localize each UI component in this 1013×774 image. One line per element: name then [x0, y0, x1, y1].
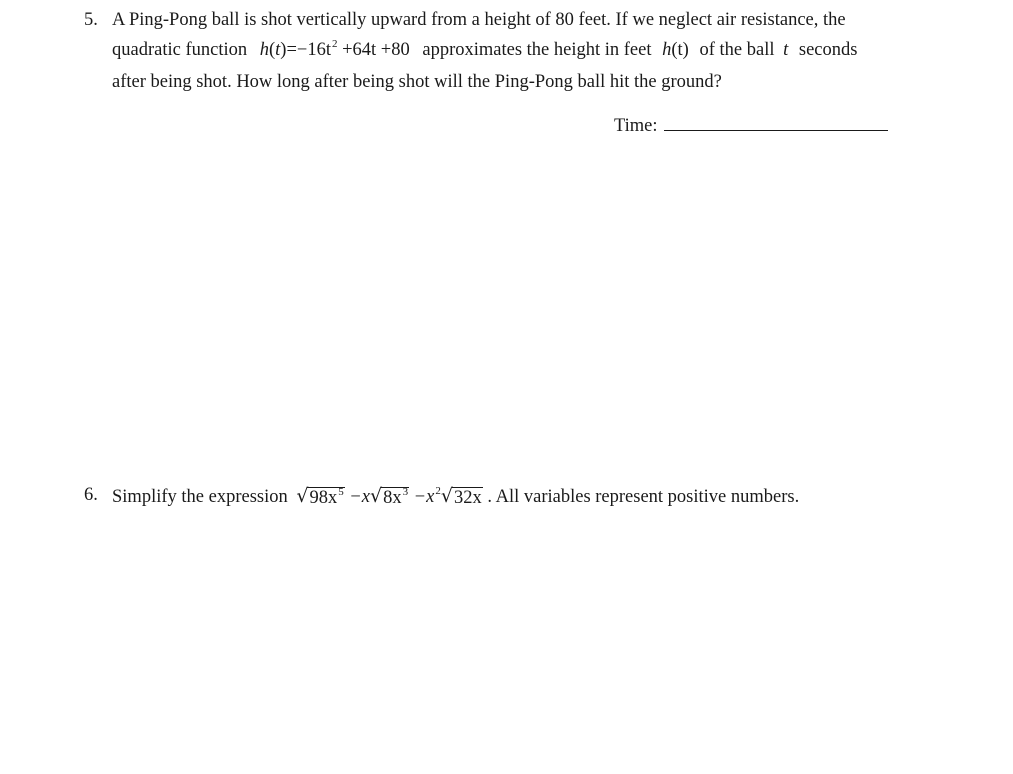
function-expression: $h(t)=-16t^2 +64t +80$ [259, 38, 410, 60]
problem-5-line-1: A Ping-Pong ball is shot vertically upward from a height of 80 feet. If we neglect air resistance, the [112, 10, 846, 30]
problem-6-line [112, 485, 799, 509]
variables-note: . All variables represent positive numbers. [487, 487, 800, 507]
radical-term-1: $√98x^5$ [296, 485, 344, 508]
problem-5-line-2 [112, 40, 857, 61]
radical-term-2: $√8x^3$ [370, 485, 409, 508]
problem-5-line-3: after being shot. How long after being shot will the Ping-Pong ball hit the ground? [112, 72, 722, 92]
time-answer-row [614, 112, 888, 137]
height-function-ref: h(t) [662, 40, 689, 60]
problem-5-number: 5. [84, 10, 98, 30]
quadratic-function-label: quadratic function [112, 40, 248, 60]
seconds-text: seconds [798, 40, 858, 60]
radical-term-3: √32x [440, 485, 482, 508]
time-label: Time: [614, 116, 658, 136]
variable-t: t [783, 40, 789, 60]
approximates-text: approximates the height in feet [422, 40, 652, 60]
problem-6-number: 6. [84, 485, 98, 505]
of-the-ball-text: of the ball [699, 40, 775, 60]
simplify-prefix: Simplify the expression [112, 487, 288, 507]
radical-expression: $√98x^5 -x√8x^3 -x^2√32x$ [296, 485, 482, 508]
time-answer-blank[interactable] [664, 112, 888, 131]
